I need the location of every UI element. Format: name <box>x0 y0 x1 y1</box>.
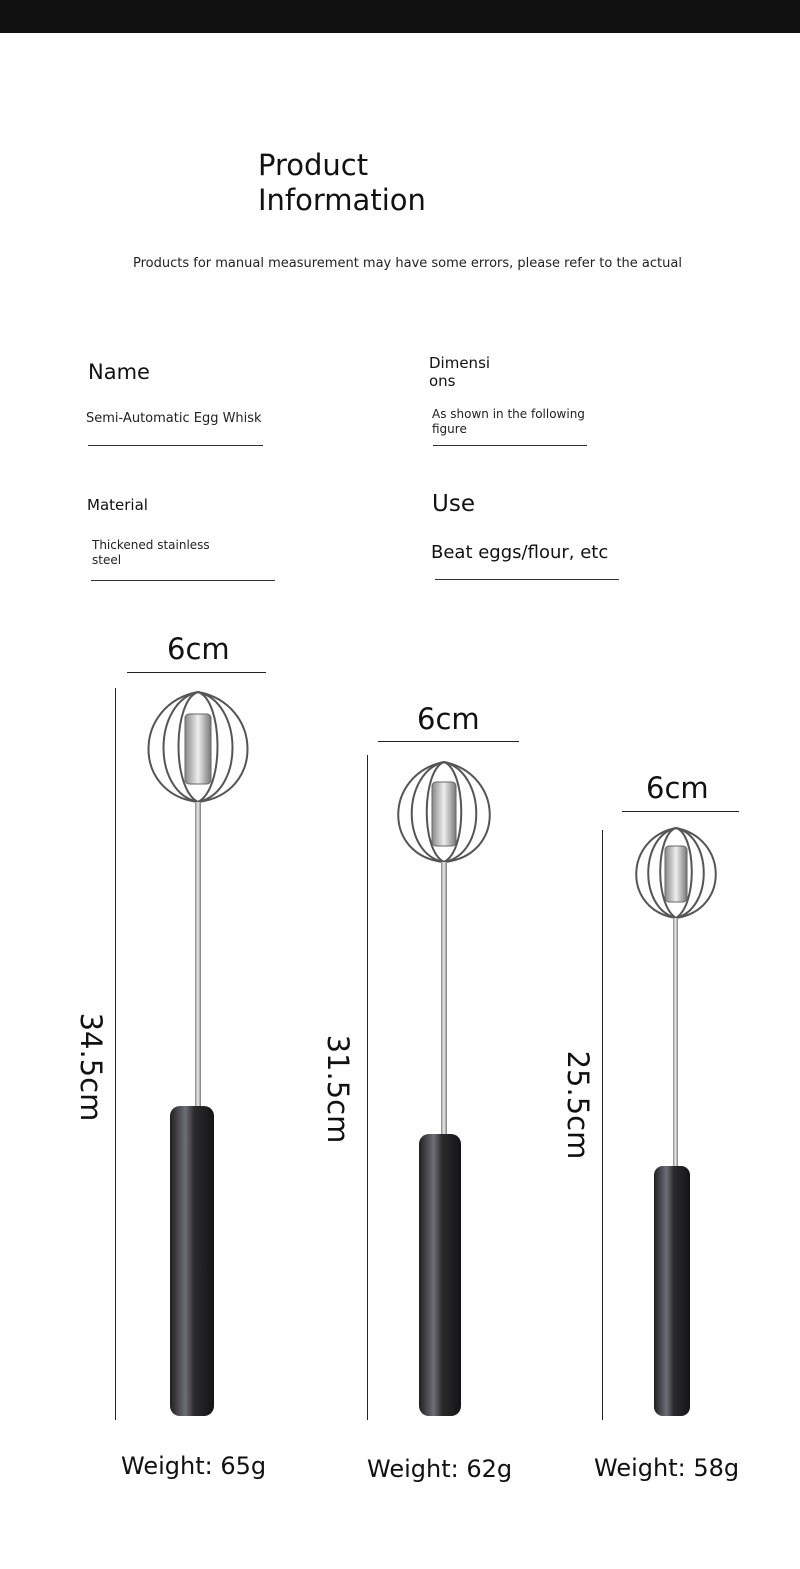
dimensions-label-line2: ons <box>429 372 456 390</box>
name-underline <box>88 445 263 446</box>
product-1-width-line <box>127 672 266 673</box>
top-bar <box>0 0 800 33</box>
product-1-length-line <box>115 688 116 1420</box>
product-3-width-line <box>622 811 739 812</box>
product-2-width-line <box>378 741 519 742</box>
measurement-disclaimer: Products for manual measurement may have some errors, please refer to the actual <box>133 256 682 271</box>
product-1-width: 6cm <box>167 632 230 666</box>
product-1-weight: Weight: 65g <box>121 1452 267 1480</box>
dimensions-value-line2: figure <box>432 422 467 436</box>
product-3-length-line <box>602 830 603 1420</box>
use-underline <box>435 579 619 580</box>
material-underline <box>91 580 275 581</box>
dimensions-value-line1: As shown in the following <box>432 407 585 421</box>
product-1-length: 34.5cm <box>74 1012 108 1122</box>
product-3-length: 25.5cm <box>561 1050 595 1160</box>
whisk-image-3 <box>624 824 728 1418</box>
product-2-width: 6cm <box>417 702 480 736</box>
use-value: Beat eggs/flour, etc <box>431 542 609 563</box>
name-value: Semi-Automatic Egg Whisk <box>86 411 262 426</box>
product-2-length: 31.5cm <box>321 1034 355 1144</box>
dimensions-label-line1: Dimensi <box>429 354 491 372</box>
name-label: Name <box>88 360 150 384</box>
product-2-length-line <box>367 755 368 1420</box>
use-label: Use <box>432 491 475 517</box>
material-label: Material <box>87 496 148 514</box>
dimensions-underline <box>433 445 587 446</box>
product-2-weight: Weight: 62g <box>367 1455 513 1483</box>
material-value-line1: Thickened stainless <box>92 538 210 552</box>
whisk-image-2 <box>384 756 504 1418</box>
whisk-image-1 <box>133 684 263 1420</box>
material-value-line2: steel <box>92 553 122 567</box>
product-3-width: 6cm <box>646 771 709 805</box>
dimensions-label <box>429 354 490 390</box>
page-title-line2: Information <box>258 183 426 217</box>
page-title-line1: Product <box>258 148 369 182</box>
dimensions-value <box>432 407 585 437</box>
page-title <box>258 148 426 218</box>
material-value <box>92 538 210 568</box>
product-3-weight: Weight: 58g <box>594 1454 740 1482</box>
